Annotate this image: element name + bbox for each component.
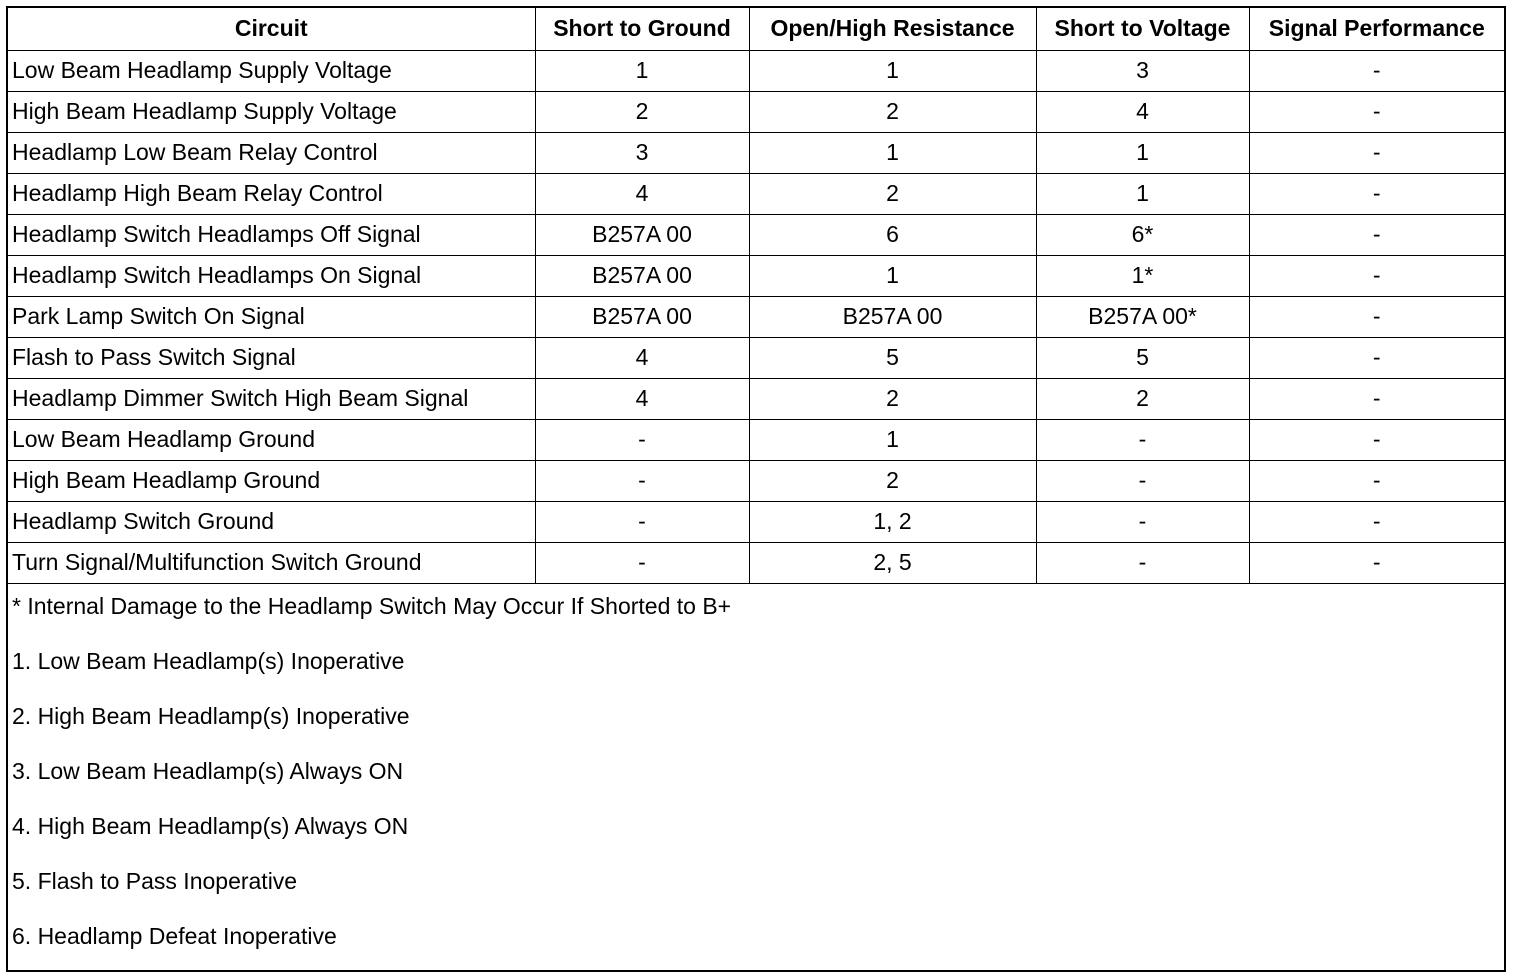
cell-short-to-voltage: B257A 00* xyxy=(1036,296,1249,337)
cell-circuit: Headlamp Switch Headlamps On Signal xyxy=(8,255,535,296)
cell-signal-performance: - xyxy=(1249,296,1504,337)
cell-short-to-ground: 4 xyxy=(535,337,749,378)
header-open-high-resistance: Open/High Resistance xyxy=(749,8,1036,50)
header-signal-performance: Signal Performance xyxy=(1249,8,1504,50)
cell-short-to-ground: 4 xyxy=(535,173,749,214)
cell-open-high-resistance: 2 xyxy=(749,460,1036,501)
cell-circuit: High Beam Headlamp Ground xyxy=(8,460,535,501)
cell-circuit: Park Lamp Switch On Signal xyxy=(8,296,535,337)
cell-open-high-resistance: 1, 2 xyxy=(749,501,1036,542)
cell-short-to-ground: 2 xyxy=(535,91,749,132)
table-row xyxy=(8,419,1504,460)
cell-open-high-resistance: 1 xyxy=(749,255,1036,296)
cell-signal-performance: - xyxy=(1249,419,1504,460)
cell-open-high-resistance: 6 xyxy=(749,214,1036,255)
cell-open-high-resistance: 1 xyxy=(749,419,1036,460)
cell-circuit: Headlamp High Beam Relay Control xyxy=(8,173,535,214)
cell-short-to-voltage: - xyxy=(1036,419,1249,460)
cell-signal-performance: - xyxy=(1249,91,1504,132)
table-row xyxy=(8,214,1504,255)
cell-short-to-ground: - xyxy=(535,460,749,501)
cell-short-to-voltage: 1 xyxy=(1036,173,1249,214)
circuit-fault-table xyxy=(8,8,1504,584)
cell-short-to-voltage: - xyxy=(1036,501,1249,542)
cell-signal-performance: - xyxy=(1249,378,1504,419)
cell-circuit: Flash to Pass Switch Signal xyxy=(8,337,535,378)
cell-short-to-ground: - xyxy=(535,501,749,542)
table-row xyxy=(8,255,1504,296)
cell-open-high-resistance: 1 xyxy=(749,50,1036,91)
cell-signal-performance: - xyxy=(1249,337,1504,378)
header-circuit: Circuit xyxy=(8,8,535,50)
table-row xyxy=(8,91,1504,132)
cell-open-high-resistance: 1 xyxy=(749,132,1036,173)
cell-open-high-resistance: B257A 00 xyxy=(749,296,1036,337)
cell-signal-performance: - xyxy=(1249,50,1504,91)
cell-open-high-resistance: 2 xyxy=(749,173,1036,214)
cell-short-to-voltage: 4 xyxy=(1036,91,1249,132)
table-body xyxy=(8,50,1504,583)
cell-short-to-voltage: 5 xyxy=(1036,337,1249,378)
cell-signal-performance: - xyxy=(1249,255,1504,296)
cell-signal-performance: - xyxy=(1249,542,1504,583)
cell-short-to-voltage: 1* xyxy=(1036,255,1249,296)
cell-circuit: Low Beam Headlamp Ground xyxy=(8,419,535,460)
circuit-diagnosis-document xyxy=(6,6,1506,972)
footnote-item: 1. Low Beam Headlamp(s) Inoperative xyxy=(12,647,405,674)
cell-short-to-ground: - xyxy=(535,419,749,460)
table-header-row xyxy=(8,8,1504,50)
cell-circuit: Headlamp Dimmer Switch High Beam Signal xyxy=(8,378,535,419)
cell-short-to-ground: 3 xyxy=(535,132,749,173)
cell-open-high-resistance: 2 xyxy=(749,378,1036,419)
footnote-item: 6. Headlamp Defeat Inoperative xyxy=(12,922,337,949)
cell-circuit: Low Beam Headlamp Supply Voltage xyxy=(8,50,535,91)
cell-short-to-voltage: - xyxy=(1036,460,1249,501)
table-row xyxy=(8,50,1504,91)
table-row xyxy=(8,542,1504,583)
cell-circuit: Headlamp Low Beam Relay Control xyxy=(8,132,535,173)
cell-circuit: Headlamp Switch Headlamps Off Signal xyxy=(8,214,535,255)
cell-signal-performance: - xyxy=(1249,460,1504,501)
footnote-item: 4. High Beam Headlamp(s) Always ON xyxy=(12,812,409,839)
cell-signal-performance: - xyxy=(1249,132,1504,173)
cell-short-to-ground: 1 xyxy=(535,50,749,91)
cell-open-high-resistance: 2, 5 xyxy=(749,542,1036,583)
cell-signal-performance: - xyxy=(1249,214,1504,255)
cell-short-to-ground: - xyxy=(535,542,749,583)
cell-circuit: High Beam Headlamp Supply Voltage xyxy=(8,91,535,132)
cell-circuit: Headlamp Switch Ground xyxy=(8,501,535,542)
table-row xyxy=(8,501,1504,542)
footnote-item: 2. High Beam Headlamp(s) Inoperative xyxy=(12,702,410,729)
cell-short-to-voltage: 3 xyxy=(1036,50,1249,91)
table-row xyxy=(8,296,1504,337)
footnote-item: * Internal Damage to the Headlamp Switch May Occur If Shorted to B+ xyxy=(12,592,732,619)
header-short-to-ground: Short to Ground xyxy=(535,8,749,50)
cell-circuit: Turn Signal/Multifunction Switch Ground xyxy=(8,542,535,583)
table-row xyxy=(8,173,1504,214)
table-row xyxy=(8,378,1504,419)
cell-short-to-voltage: 1 xyxy=(1036,132,1249,173)
cell-signal-performance: - xyxy=(1249,173,1504,214)
footnotes xyxy=(8,584,1504,969)
header-short-to-voltage: Short to Voltage xyxy=(1036,8,1249,50)
cell-open-high-resistance: 2 xyxy=(749,91,1036,132)
footnote-item: 5. Flash to Pass Inoperative xyxy=(12,867,298,894)
footnote-item: 3. Low Beam Headlamp(s) Always ON xyxy=(12,757,404,784)
table-row xyxy=(8,132,1504,173)
cell-short-to-ground: B257A 00 xyxy=(535,255,749,296)
cell-short-to-ground: B257A 00 xyxy=(535,214,749,255)
cell-short-to-ground: 4 xyxy=(535,378,749,419)
cell-short-to-voltage: - xyxy=(1036,542,1249,583)
cell-signal-performance: - xyxy=(1249,501,1504,542)
table-row xyxy=(8,337,1504,378)
table-row xyxy=(8,460,1504,501)
cell-short-to-ground: B257A 00 xyxy=(535,296,749,337)
cell-short-to-voltage: 2 xyxy=(1036,378,1249,419)
cell-short-to-voltage: 6* xyxy=(1036,214,1249,255)
cell-open-high-resistance: 5 xyxy=(749,337,1036,378)
